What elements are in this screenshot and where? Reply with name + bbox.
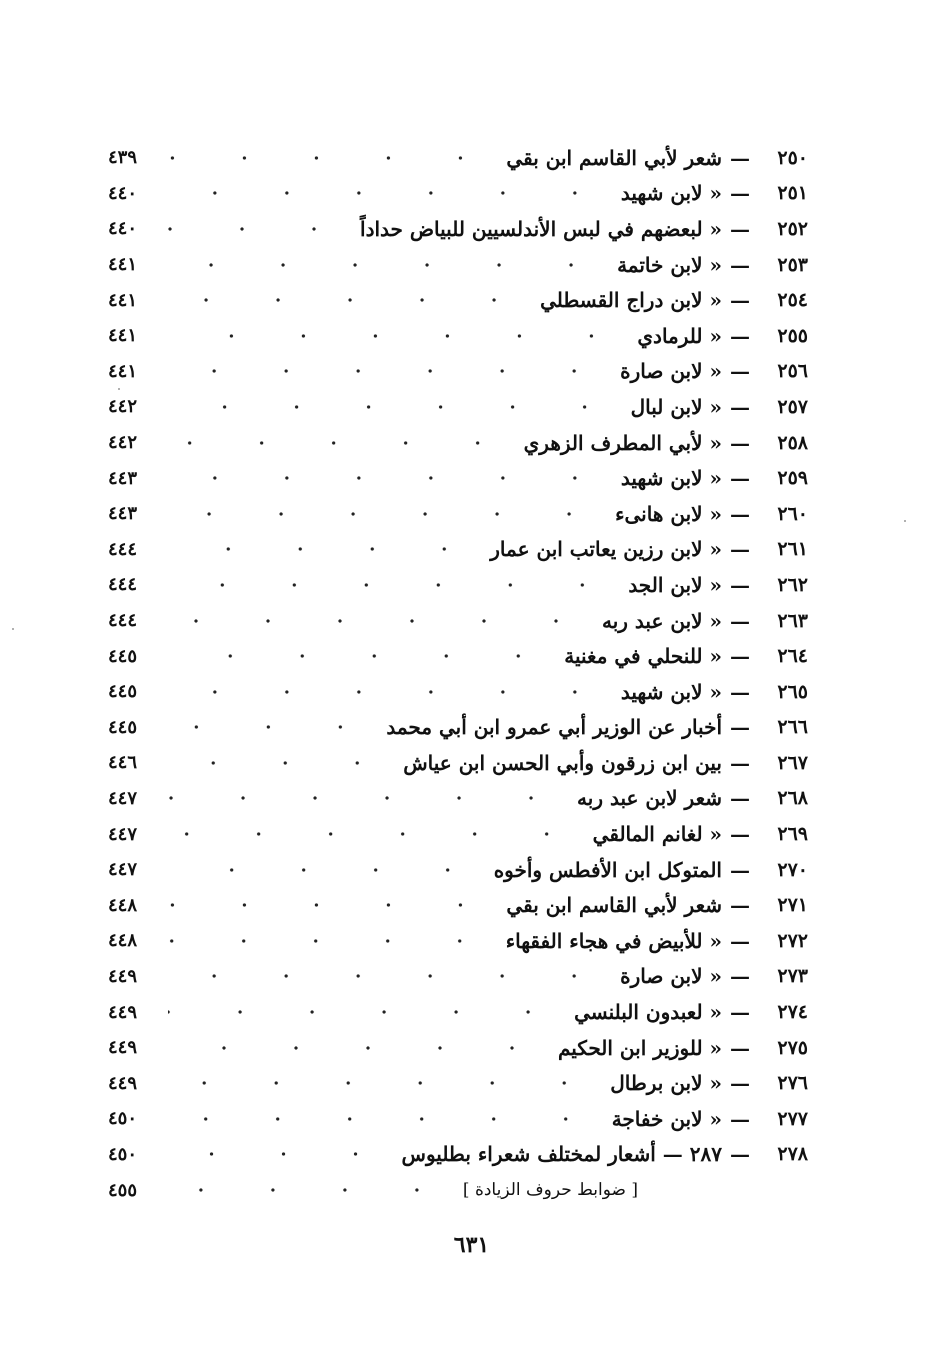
dot-leader bbox=[168, 934, 496, 948]
dot-leader bbox=[168, 969, 610, 983]
entry-dash: — bbox=[730, 394, 750, 419]
entry-page-number: ٤٤٠ bbox=[108, 218, 138, 240]
entry-number: ٢٥٣ bbox=[777, 253, 808, 276]
entry-dash: — bbox=[730, 572, 750, 597]
entry-title: « لابن رزين يعاتب ابن عمار bbox=[490, 537, 722, 562]
entry-dash: — bbox=[730, 822, 750, 847]
entry-title: « لابن هانىء bbox=[615, 501, 722, 526]
entry-title: « لابن لبال bbox=[630, 394, 722, 419]
entry-page-number: ٤٤١ bbox=[108, 325, 138, 347]
entry-number: ٢٦٢ bbox=[777, 573, 808, 596]
entry-title: « لابن عبد ربه bbox=[602, 608, 722, 633]
entry-number: ٢٥٦ bbox=[777, 360, 808, 383]
toc-entry bbox=[108, 567, 808, 603]
entry-title: « لبعضهم في لبس الأندلسيين للبياض حداداً bbox=[360, 216, 722, 241]
entry-number: ٢٧٤ bbox=[777, 1001, 808, 1024]
entry-title: « لابن الجد bbox=[628, 572, 722, 597]
entry-page-number: ٤٤٥ bbox=[108, 681, 138, 703]
entry-number: ٢٦٣ bbox=[777, 609, 808, 632]
entry-dash: — bbox=[730, 715, 750, 740]
entry-page-number: ٤٤٩ bbox=[108, 1001, 138, 1023]
toc-entry bbox=[108, 176, 808, 212]
toc-entry bbox=[108, 354, 808, 390]
entry-dash: — bbox=[730, 1071, 750, 1096]
dot-leader bbox=[168, 614, 592, 628]
entry-page-number: ٤٤٣ bbox=[108, 467, 138, 489]
entry-title: « للرمادي bbox=[637, 323, 722, 348]
toc-entry bbox=[108, 674, 808, 710]
entry-page-number: ٤٤٨ bbox=[108, 930, 138, 952]
entry-number: ٢٥٥ bbox=[777, 324, 808, 347]
entry-title: « للوزير ابن الحكيم bbox=[558, 1035, 722, 1060]
toc-entry bbox=[108, 638, 808, 674]
entry-title: « لابن صارة bbox=[620, 964, 722, 989]
toc-entry bbox=[108, 1065, 808, 1101]
entry-page-number: ٤٤٤ bbox=[108, 574, 138, 596]
dot-leader bbox=[168, 578, 618, 592]
entry-page-number: ٤٤٥ bbox=[108, 716, 138, 738]
entry-number: ٢٦١ bbox=[777, 538, 808, 561]
entry-title: « للأبيض في هجاء الفقهاء bbox=[505, 928, 722, 953]
dot-leader bbox=[168, 364, 610, 378]
entry-page-number: ٤٤٩ bbox=[108, 1072, 138, 1094]
entry-number: ٢٧١ bbox=[777, 894, 808, 917]
dot-leader bbox=[168, 1147, 392, 1161]
entry-page-number: ٤٤٧ bbox=[108, 787, 138, 809]
dot-leader bbox=[168, 756, 393, 770]
entry-dash: — bbox=[730, 430, 750, 455]
entry-dash: — bbox=[730, 216, 750, 241]
entry-number: ٢٦٧ bbox=[777, 751, 808, 774]
dot-leader bbox=[168, 542, 480, 556]
scan-speck bbox=[118, 388, 120, 390]
dot-leader bbox=[168, 685, 611, 699]
entry-dash: — bbox=[730, 750, 750, 775]
dot-leader bbox=[168, 1005, 564, 1019]
entry-number: ٢٦٦ bbox=[777, 716, 808, 739]
entry-title: « لعبدون البلنسي bbox=[574, 1000, 722, 1025]
table-of-contents bbox=[108, 140, 808, 1208]
entry-dash: — bbox=[730, 644, 750, 669]
entry-number: ٢٧٥ bbox=[777, 1036, 808, 1059]
entry-number: ٢٧٣ bbox=[777, 965, 808, 988]
toc-entry bbox=[108, 959, 808, 995]
toc-entry bbox=[108, 1172, 808, 1208]
dot-leader bbox=[168, 329, 627, 343]
entry-page-number: ٤٤٤ bbox=[108, 538, 138, 560]
entry-page-number: ٤٥٥ bbox=[108, 1179, 138, 1201]
entry-number: ٢٧٨ bbox=[777, 1143, 808, 1166]
entry-page-number: ٤٤١ bbox=[108, 254, 138, 276]
entry-number: ٢٧٦ bbox=[777, 1072, 808, 1095]
entry-page-number: ٤٣٩ bbox=[108, 147, 138, 169]
scan-speck bbox=[904, 520, 906, 522]
dot-leader bbox=[168, 471, 611, 485]
entry-page-number: ٤٤٧ bbox=[108, 823, 138, 845]
entry-dash: — bbox=[730, 1000, 750, 1025]
entry-title: « لابن شهيد bbox=[620, 181, 722, 206]
page-number: ٦٣١ bbox=[453, 1232, 490, 1258]
toc-entry bbox=[108, 1101, 808, 1137]
toc-entry bbox=[108, 745, 808, 781]
entry-number: ٢٦٥ bbox=[777, 680, 808, 703]
entry-title: « لغانم المالقي bbox=[592, 822, 722, 847]
toc-entry bbox=[108, 1137, 808, 1173]
entry-page-number: ٤٤٣ bbox=[108, 503, 138, 525]
toc-entry bbox=[108, 496, 808, 532]
entry-dash: — bbox=[730, 964, 750, 989]
entry-number: ٢٧٧ bbox=[777, 1107, 808, 1130]
dot-leader bbox=[168, 649, 554, 663]
entry-title: ٢٨٧ — أشعار لمختلف شعراء بطليوس bbox=[401, 1142, 722, 1167]
entry-title: « لأبي المطرف الزهري bbox=[523, 430, 722, 455]
entry-dash: — bbox=[730, 537, 750, 562]
toc-entry bbox=[108, 816, 808, 852]
toc-entry bbox=[108, 425, 808, 461]
dot-leader bbox=[168, 436, 514, 450]
entry-title: [ ضوابط حروف الزيادة ] bbox=[462, 1180, 638, 1201]
entry-title: شعر لأبي القاسم ابن بقي bbox=[506, 145, 722, 170]
toc-entry bbox=[108, 710, 808, 746]
entry-number: ٢٦٠ bbox=[777, 502, 808, 525]
entry-page-number: ٤٤١ bbox=[108, 360, 138, 382]
entry-page-number: ٤٥٠ bbox=[108, 1143, 138, 1165]
dot-leader bbox=[168, 186, 611, 200]
dot-leader bbox=[168, 222, 350, 236]
toc-entry bbox=[108, 247, 808, 283]
entry-number: ٢٥٤ bbox=[777, 289, 808, 312]
entry-dash: — bbox=[730, 857, 750, 882]
dot-leader bbox=[168, 1076, 600, 1090]
toc-entry bbox=[108, 532, 808, 568]
entry-page-number: ٤٤٦ bbox=[108, 752, 138, 774]
toc-entry bbox=[108, 140, 808, 176]
entry-page-number: ٤٤٤ bbox=[108, 610, 138, 632]
dot-leader bbox=[168, 1112, 602, 1126]
entry-dash: — bbox=[730, 288, 750, 313]
entry-title: « لابن خاتمة bbox=[617, 252, 722, 277]
entry-dash: — bbox=[730, 252, 750, 277]
entry-title: شعر لأبي القاسم ابن بقي bbox=[506, 893, 722, 918]
entry-dash: — bbox=[730, 501, 750, 526]
entry-dash: — bbox=[730, 359, 750, 384]
entry-title: « لابن دراج القسطلي bbox=[540, 288, 722, 313]
entry-page-number: ٤٥٠ bbox=[108, 1108, 138, 1130]
entry-page-number: ٤٤٢ bbox=[108, 432, 138, 454]
entry-dash: — bbox=[730, 145, 750, 170]
entry-title: « لابن شهيد bbox=[620, 466, 722, 491]
entry-title: « لابن خفاجة bbox=[611, 1106, 722, 1131]
entry-dash: — bbox=[730, 608, 750, 633]
toc-entry bbox=[108, 460, 808, 496]
entry-number: ٢٥٧ bbox=[777, 395, 808, 418]
dot-leader bbox=[168, 1041, 548, 1055]
entry-title: « لابن صارة bbox=[620, 359, 722, 384]
entry-number: ٢٥١ bbox=[777, 182, 808, 205]
entry-page-number: ٤٤٩ bbox=[108, 1037, 138, 1059]
scan-speck bbox=[12, 628, 14, 630]
entry-number: ٢٧٠ bbox=[777, 858, 808, 881]
toc-entry bbox=[108, 923, 808, 959]
dot-leader bbox=[168, 507, 605, 521]
toc-entry bbox=[108, 282, 808, 318]
dot-leader bbox=[168, 400, 621, 414]
toc-entry bbox=[108, 852, 808, 888]
dot-leader bbox=[168, 151, 496, 165]
entry-number: ٢٥٩ bbox=[777, 467, 808, 490]
dot-leader bbox=[168, 1183, 453, 1197]
toc-entry bbox=[108, 211, 808, 247]
dot-leader bbox=[168, 293, 530, 307]
toc-entry bbox=[108, 1030, 808, 1066]
toc-entry bbox=[108, 887, 808, 923]
entry-dash: — bbox=[730, 786, 750, 811]
entry-page-number: ٤٤٢ bbox=[108, 396, 138, 418]
entry-dash: — bbox=[730, 1142, 750, 1167]
toc-entry bbox=[108, 318, 808, 354]
entry-title: « لابن برطال bbox=[610, 1071, 722, 1096]
entry-page-number: ٤٤٧ bbox=[108, 859, 138, 881]
entry-number: ٢٥٢ bbox=[777, 217, 808, 240]
dot-leader bbox=[168, 791, 567, 805]
entry-dash: — bbox=[730, 323, 750, 348]
entry-dash: — bbox=[730, 1035, 750, 1060]
entry-number: ٢٦٤ bbox=[777, 645, 808, 668]
toc-entry bbox=[108, 781, 808, 817]
entry-dash: — bbox=[730, 928, 750, 953]
entry-number: ٢٧٢ bbox=[777, 929, 808, 952]
entry-title: بين ابن زرقون وأبي الحسن ابن عياش bbox=[403, 750, 722, 775]
entry-page-number: ٤٤٥ bbox=[108, 645, 138, 667]
toc-entry bbox=[108, 994, 808, 1030]
entry-page-number: ٤٤٨ bbox=[108, 894, 138, 916]
entry-dash: — bbox=[730, 679, 750, 704]
entry-page-number: ٤٤٩ bbox=[108, 965, 138, 987]
entry-number: ٢٥٠ bbox=[777, 146, 808, 169]
entry-dash: — bbox=[730, 466, 750, 491]
entry-title: أخبار عن الوزير أبي عمرو ابن أبي محمد bbox=[386, 715, 722, 740]
entry-dash: — bbox=[730, 893, 750, 918]
dot-leader bbox=[168, 258, 607, 272]
dot-leader bbox=[168, 863, 484, 877]
toc-entry bbox=[108, 603, 808, 639]
dot-leader bbox=[168, 720, 376, 734]
entry-title: « للنحلي في مغنية bbox=[564, 644, 722, 669]
entry-dash: — bbox=[730, 1106, 750, 1131]
dot-leader bbox=[168, 898, 496, 912]
entry-page-number: ٤٤٠ bbox=[108, 182, 138, 204]
entry-title: شعر لابن عبد ربه bbox=[577, 786, 722, 811]
entry-number: ٢٦٨ bbox=[777, 787, 808, 810]
dot-leader bbox=[168, 827, 583, 841]
entry-title: « لابن شهيد bbox=[620, 679, 722, 704]
entry-number: ٢٥٨ bbox=[777, 431, 808, 454]
entry-title: المتوكل ابن الأفطس وأخوه bbox=[493, 857, 722, 882]
entry-number: ٢٦٩ bbox=[777, 823, 808, 846]
entry-dash: — bbox=[730, 181, 750, 206]
toc-entry bbox=[108, 389, 808, 425]
entry-page-number: ٤٤١ bbox=[108, 289, 138, 311]
